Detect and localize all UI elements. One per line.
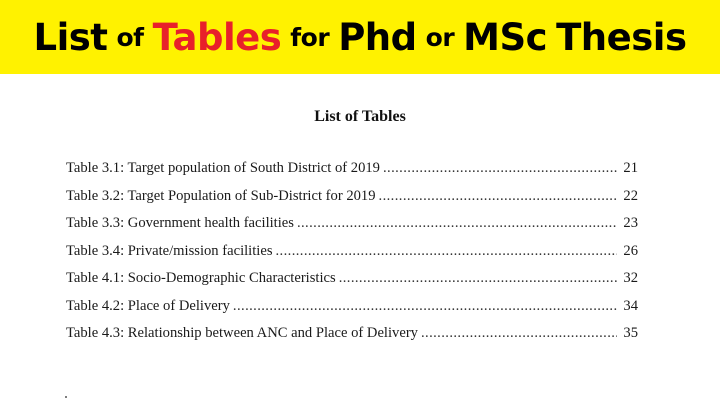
toc-entry-label: Table 4.3: Relationship between ANC and Place of Delivery xyxy=(66,325,418,341)
toc-leader-dots xyxy=(233,298,617,315)
title-banner xyxy=(0,0,720,74)
toc-entry-label: Table 4.2: Place of Delivery xyxy=(66,297,230,314)
banner-word-phd: Phd xyxy=(338,15,417,59)
toc-entry-label: Table 4.1: Socio-Demographic Characteristics xyxy=(66,270,336,286)
banner-word-tables: Tables xyxy=(152,15,282,59)
toc-entry-page: 26 xyxy=(623,242,638,259)
toc-entry xyxy=(66,160,638,188)
banner-word-list: List xyxy=(33,15,108,59)
toc-entry-page: 22 xyxy=(623,187,638,204)
toc-leader-dots xyxy=(421,325,617,342)
toc-entry xyxy=(66,243,638,271)
banner-word-thesis: Thesis xyxy=(556,15,687,59)
toc-entry xyxy=(66,270,638,298)
toc-leader-dots xyxy=(383,160,617,177)
toc-entry-page: 21 xyxy=(623,160,638,176)
list-of-tables xyxy=(66,160,638,353)
banner-word-or: or xyxy=(425,22,455,52)
toc-entry-page: 34 xyxy=(623,297,638,314)
toc-entry-label: Table 3.1: Target population of South District of 2019 xyxy=(66,160,380,176)
toc-entry-label: Table 3.2: Target Population of Sub-District for 2019 xyxy=(66,187,376,204)
toc-leader-dots xyxy=(297,215,617,232)
banner-word-msc: MSc xyxy=(463,15,548,59)
toc-entry-page: 32 xyxy=(623,270,638,286)
toc-leader-dots xyxy=(276,243,618,260)
stray-mark xyxy=(65,396,67,398)
banner-word-for: for xyxy=(290,22,330,52)
banner-word-of: of xyxy=(116,22,144,52)
toc-leader-dots xyxy=(339,270,617,287)
toc-entry-page: 23 xyxy=(623,215,638,231)
toc-leader-dots xyxy=(379,188,617,205)
toc-entry xyxy=(66,325,638,353)
document-title: List of Tables xyxy=(314,108,406,125)
toc-entry-label: Table 3.4: Private/mission facilities xyxy=(66,242,273,259)
toc-entry xyxy=(66,298,638,326)
toc-entry-page: 35 xyxy=(623,325,638,341)
toc-entry-label: Table 3.3: Government health facilities xyxy=(66,215,294,231)
toc-entry xyxy=(66,215,638,243)
toc-entry xyxy=(66,188,638,216)
